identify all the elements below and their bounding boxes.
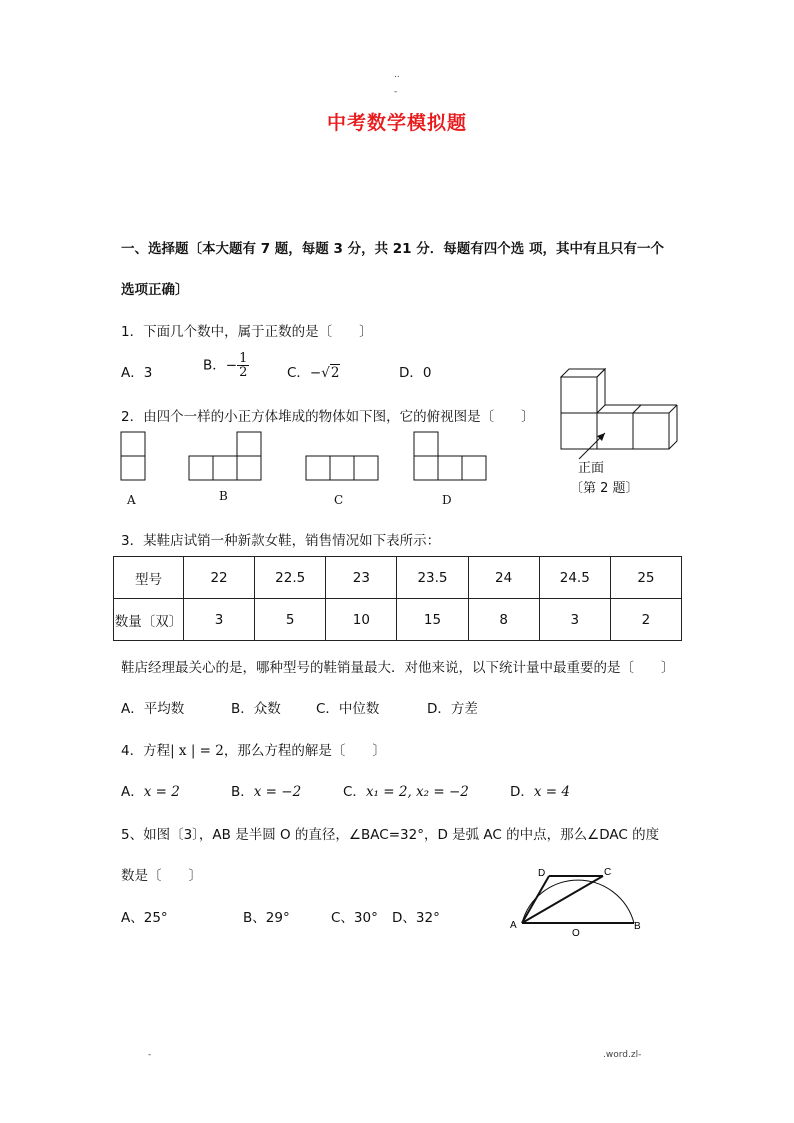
sqrt-radicand: 2 [330, 365, 340, 381]
q1-option-c [287, 361, 340, 381]
point-label-a: A [510, 920, 517, 931]
q2-front-label: 正面 [578, 461, 605, 476]
table-cell: 3 [184, 599, 255, 641]
q4-stem [121, 739, 386, 759]
fraction [237, 352, 249, 379]
q5-stem-line1: 5、如图〔3〕，AB 是半圆 O 的直径，∠BAC=32°，D 是弧 AC 的中点，那么∠DAC 的度 [121, 827, 660, 843]
q5-stem-line2: 数是〔 〕 [121, 868, 202, 884]
footer-right: .word.zl- [603, 1050, 642, 1060]
q3-option-a: A．平均数 [121, 701, 185, 717]
table-cell: 23 [326, 557, 397, 599]
q4-option-c-math: x₁ = 2, x₂ = −2 [365, 784, 469, 800]
q5-option-c: C、30° [331, 910, 378, 926]
q4-option-a-math: x = 2 [143, 784, 180, 800]
q4-option-b [231, 780, 301, 800]
q4-option-a-label: A． [121, 784, 144, 800]
q1-option-b-prefix: B．− [203, 357, 238, 374]
table-cell: 25 [610, 557, 681, 599]
point-label-o: O [572, 928, 580, 939]
q2-stem: 2．由四个一样的小正方体堆成的物体如下图，它的俯视图是〔 〕 [121, 409, 535, 425]
q4-stem-prefix: 4．方程 [121, 743, 171, 759]
q2-label-d: D [442, 493, 452, 507]
q4-option-c-label: C． [343, 784, 366, 800]
q4-stem-math: | x | = 2 [170, 743, 224, 759]
q2-label-c: C [334, 493, 344, 507]
table-cell: 24 [468, 557, 539, 599]
section-heading-line1: 一、选择题〔本大题有 7 题，每题 3 分，共 21 分．每题有四个选 项，其中有且只有一个 [121, 241, 664, 257]
q2-figure-caption: 〔第 2 题〕 [570, 481, 639, 496]
q4-option-d [510, 780, 570, 800]
q3-follow-text: 鞋店经理最关心的是，哪种型号的鞋销量最大．对他来说，以下统计量中最重要的是〔 〕 [121, 660, 675, 676]
table-row-header: 数量〔双〕 [114, 599, 184, 641]
table-cell: 10 [326, 599, 397, 641]
q2-figure-d [414, 432, 486, 480]
table-row [114, 599, 682, 641]
table-cell: 22.5 [255, 557, 326, 599]
q1-option-c-prefix: C．− [287, 365, 322, 381]
q5-semicircle-figure [505, 860, 645, 940]
footer-left: - [148, 1050, 152, 1060]
semicircle-arc [522, 880, 634, 923]
table-cell: 2 [610, 599, 681, 641]
q3-option-d: D．方差 [427, 701, 478, 717]
table-row-header: 型号 [114, 557, 184, 599]
q1-stem: 1．下面几个数中，属于正数的是〔 〕 [121, 324, 373, 340]
table-cell: 3 [539, 599, 610, 641]
q3-option-b: B．众数 [231, 701, 281, 717]
q2-cube-figure [555, 365, 690, 470]
q5-option-a: A、25° [121, 910, 168, 926]
q2-figure-c [306, 456, 378, 480]
sqrt-symbol: √ [321, 365, 330, 381]
fraction-denominator: 2 [239, 365, 248, 380]
table-cell: 15 [397, 599, 468, 641]
q2-option-figures [115, 428, 495, 484]
table-cell: 8 [468, 599, 539, 641]
q2-label-a: A [127, 493, 136, 507]
q4-option-b-label: B． [231, 784, 254, 800]
q4-stem-suffix: ，那么方程的解是〔 〕 [223, 743, 386, 759]
table-cell: 5 [255, 599, 326, 641]
q4-option-d-math: x = 4 [533, 784, 571, 800]
point-label-b: B [634, 921, 641, 932]
q4-option-a [121, 780, 180, 800]
table-cell: 22 [184, 557, 255, 599]
q3-option-c: C．中位数 [316, 701, 380, 717]
point-label-d: D [538, 868, 546, 879]
q1-option-b [203, 352, 249, 379]
q2-figure-a [121, 432, 145, 480]
q1-option-a: A．3 [121, 365, 153, 381]
sales-table [113, 556, 682, 641]
q1-option-d: D．0 [399, 365, 432, 381]
table-cell: 24.5 [539, 557, 610, 599]
header-dots: .. [394, 70, 400, 80]
q4-option-c [343, 780, 469, 800]
fraction-numerator: 1 [239, 351, 248, 366]
q5-option-d: D、32° [392, 910, 440, 926]
q3-stem: 3．某鞋店试销一种新款女鞋，销售情况如下表所示： [121, 533, 441, 549]
table-row [114, 557, 682, 599]
q2-figure-b [189, 432, 261, 480]
page-title: 中考数学模拟题 [326, 112, 467, 134]
q4-option-d-label: D． [510, 784, 534, 800]
section-heading-line2: 选项正确〕 [121, 282, 189, 298]
header-dash: - [394, 87, 398, 97]
q2-label-b: B [219, 489, 228, 503]
q5-option-b: B、29° [243, 910, 290, 926]
point-label-c: C [604, 867, 612, 878]
q4-option-b-math: x = −2 [253, 784, 302, 800]
table-cell: 23.5 [397, 557, 468, 599]
